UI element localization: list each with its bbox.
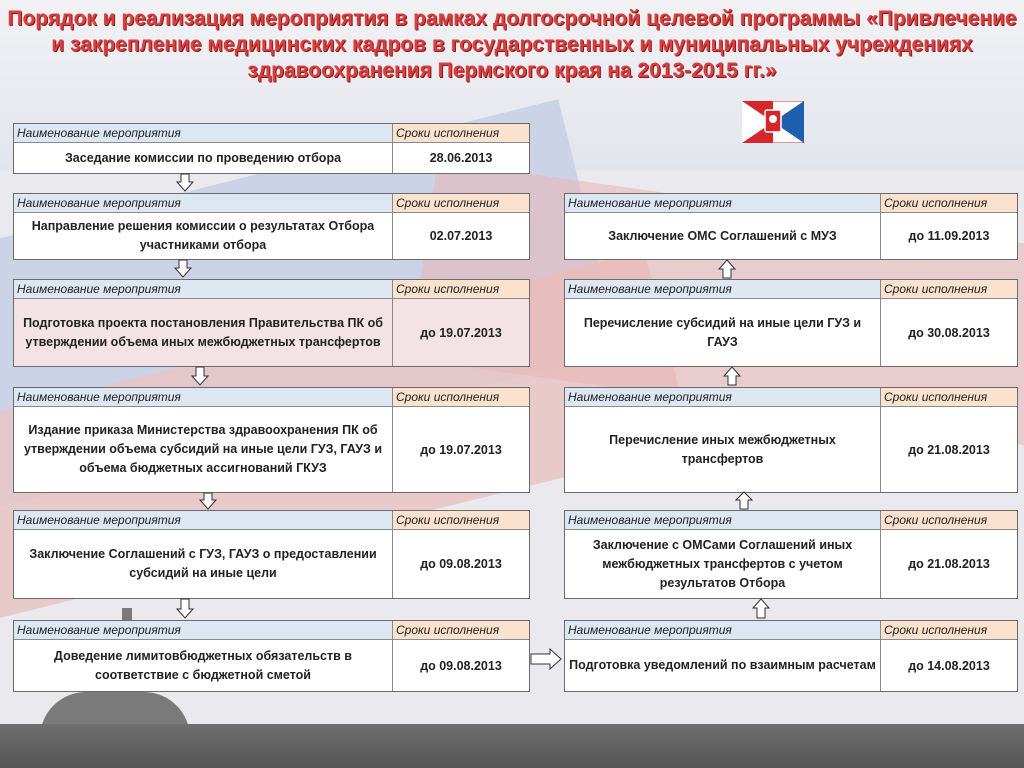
arrow-right-icon (530, 648, 562, 670)
step-date: до 09.08.2013 (420, 658, 502, 673)
header-name-label: Наименование мероприятия (565, 194, 881, 212)
right-step-1 (564, 193, 1018, 260)
right-step-2 (564, 279, 1018, 367)
header-date-label: Сроки исполнения (393, 511, 529, 529)
step-name: Доведение лимитовбюджетных обязательств в соответствие с бюджетной сметой (14, 640, 393, 691)
step-name: Заключение с ОМСами Соглашений иных межбюджетных трансфертов с учетом результатов Отбора (565, 530, 881, 598)
header-name-label: Наименование мероприятия (14, 388, 393, 406)
arrow-down-icon (176, 173, 194, 192)
step-date: 02.07.2013 (429, 229, 493, 243)
header-name-label: Наименование мероприятия (14, 124, 393, 142)
page-title: Порядок и реализация мероприятия в рамках долгосрочной целевой программы «Привлечение и закрепление медицинских кадров в государственных и муниципальных учреждениях здравоохранения Пермского края на 2013-2015 гг.» (7, 7, 1017, 82)
step-name: Подготовка проекта постановления Правительства ПК об утверждении объема иных межбюджетных трансфертов (14, 299, 393, 366)
step-name: Заключение Соглашений с ГУЗ, ГАУЗ о предоставлении субсидий на иные цели (14, 530, 393, 598)
step-date: до 19.07.2013 (420, 442, 502, 457)
step-date: до 09.08.2013 (420, 557, 502, 571)
step-name: Перечисление субсидий на иные цели ГУЗ и ГАУЗ (565, 299, 881, 366)
header-date-label: Сроки исполнения (881, 388, 1017, 406)
step-name: Перечисление иных межбюджетных трансфертов (565, 407, 881, 492)
header-name-label: Наименование мероприятия (565, 511, 881, 529)
header-date-label: Сроки исполнения (393, 388, 529, 406)
arrow-down-icon (176, 598, 194, 619)
header-name-label: Наименование мероприятия (565, 621, 881, 639)
header-name-label: Наименование мероприятия (14, 511, 393, 529)
step-name: Заседание комиссии по проведению отбора (14, 143, 393, 173)
header-date-label: Сроки исполнения (393, 124, 529, 142)
header-date-label: Сроки исполнения (393, 280, 529, 298)
left-step-5 (13, 510, 530, 599)
arrow-down-icon (199, 492, 217, 510)
right-step-4 (564, 510, 1018, 599)
step-name: Подготовка уведомлений по взаимным расчетам (565, 640, 881, 691)
arrow-down-icon (191, 366, 209, 386)
header-date-label: Сроки исполнения (881, 511, 1017, 529)
header-date-label: Сроки исполнения (393, 194, 529, 212)
step-date: до 11.09.2013 (908, 229, 990, 243)
left-step-3 (13, 279, 530, 367)
right-step-3 (564, 387, 1018, 493)
header-date-label: Сроки исполнения (393, 621, 529, 639)
header-name-label: Наименование мероприятия (14, 280, 393, 298)
header-name-label: Наименование мероприятия (565, 280, 881, 298)
right-step-5 (564, 620, 1018, 692)
header-name-label: Наименование мероприятия (565, 388, 881, 406)
perm-krai-flag-icon (742, 101, 804, 143)
left-step-2 (13, 193, 530, 260)
header-date-label: Сроки исполнения (881, 621, 1017, 639)
arrow-up-icon (723, 366, 741, 386)
header-name-label: Наименование мероприятия (14, 621, 393, 639)
step-date: до 19.07.2013 (393, 299, 529, 366)
step-name: Направление решения комиссии о результатах Отбора участниками отбора (14, 213, 393, 259)
arrow-up-icon (718, 259, 736, 279)
step-date: 28.06.2013 (429, 151, 493, 165)
header-date-label: Сроки исполнения (881, 280, 1017, 298)
step-date: до 14.08.2013 (908, 658, 990, 673)
step-date: до 21.08.2013 (908, 557, 990, 571)
step-name: Заключение ОМС Соглашений с МУЗ (565, 213, 881, 259)
arrow-up-icon (735, 491, 753, 510)
left-step-6 (13, 620, 530, 692)
arrow-down-icon (174, 259, 192, 278)
header-name-label: Наименование мероприятия (14, 194, 393, 212)
left-step-1 (13, 123, 530, 174)
step-name: Издание приказа Министерства здравоохранения ПК об утверждении объема субсидий на иные цели ГУЗ, ГАУЗ и объема бюджетных ассигнований ГКУЗ (14, 407, 393, 492)
step-date: до 30.08.2013 (908, 325, 990, 340)
left-step-4 (13, 387, 530, 493)
header-date-label: Сроки исполнения (881, 194, 1017, 212)
arrow-up-icon (752, 598, 770, 619)
step-date: до 21.08.2013 (908, 442, 990, 457)
